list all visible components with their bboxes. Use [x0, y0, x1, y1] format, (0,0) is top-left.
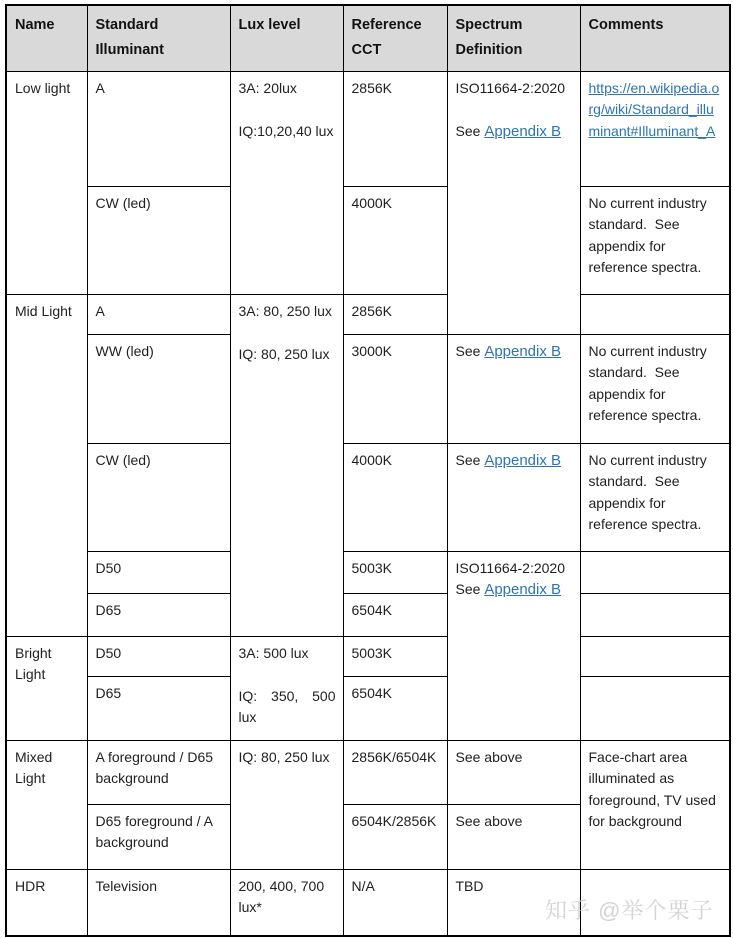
cell-lux-bright-light	[230, 636, 343, 740]
lux-mid-line2: IQ: 80, 250 lux	[238, 345, 330, 362]
column-header-standard-illuminant: Standard Illuminant	[87, 5, 230, 71]
zhihu-watermark: 知乎 @举个栗子	[545, 898, 714, 923]
table-row	[6, 593, 730, 636]
cell-illuminant-bright-d50: D50	[87, 636, 230, 676]
cell-comments-mixed: Face-chart area illuminated as foreground, TV used for background	[580, 740, 730, 869]
blank-line	[239, 664, 336, 686]
cell-name-mixed-light: Mixed Light	[6, 740, 87, 869]
blank-line	[239, 99, 336, 121]
cell-spectrum-iso-d50-d65	[447, 551, 580, 740]
appendix-b-link[interactable]: Appendix B	[484, 581, 562, 598]
appendix-b-link[interactable]: Appendix B	[484, 451, 562, 469]
lux-bright-line1: 3A: 500 lux	[238, 644, 309, 661]
see-label: See	[455, 342, 481, 359]
cell-spectrum-hdr: TBD	[447, 869, 580, 936]
spectrum-see-appendix	[456, 121, 573, 143]
cell-cct-mixed-1: 2856K/6504K	[343, 740, 447, 804]
cell-name-mid-light: Mid Light	[6, 294, 87, 636]
column-header-lux-level: Lux level	[230, 5, 343, 71]
cell-illuminant-mid-d50: D50	[87, 551, 230, 593]
cell-cct-mid-ww: 3000K	[343, 334, 447, 443]
table-row	[6, 636, 730, 676]
cell-lux-mid-light	[230, 294, 343, 636]
column-header-comments: Comments	[580, 5, 730, 71]
table-row	[6, 551, 730, 593]
column-header-reference-cct: Reference CCT	[343, 5, 447, 71]
lux-bright-line2: IQ: 350, 500 lux	[238, 687, 336, 725]
cell-name-hdr: HDR	[6, 869, 87, 936]
blank-line	[239, 322, 336, 344]
wikipedia-illuminant-a-link[interactable]: https://en.wikipedia.org/wiki/Standard_illuminant#Illuminant_A	[588, 79, 720, 139]
cell-cct-hdr: N/A	[343, 869, 447, 936]
cell-comments-mid-cw: No current industry standard. See appendix for reference spectra.	[580, 443, 730, 551]
cell-illuminant-bright-d65: D65	[87, 676, 230, 740]
table-row	[6, 334, 730, 443]
cell-illuminant-mid-d65: D65	[87, 593, 230, 636]
cell-illuminant-low-cw: CW (led)	[87, 186, 230, 294]
cell-name-low-light: Low light	[6, 71, 87, 294]
cell-cct-low-a: 2856K	[343, 71, 447, 186]
appendix-b-link[interactable]: Appendix B	[484, 342, 562, 360]
cell-comments-low-cw: No current industry standard. See appendix for reference spectra.	[580, 186, 730, 294]
spectrum-iso-text: ISO11664-2:2020	[455, 79, 565, 96]
cell-illuminant-mixed-2: D65 foreground / A background	[87, 804, 230, 869]
cell-illuminant-mid-ww: WW (led)	[87, 334, 230, 443]
table-row	[6, 676, 730, 740]
table-row	[6, 71, 730, 186]
column-header-spectrum-definition: Spectrum Definition	[447, 5, 580, 71]
cell-cct-mixed-2: 6504K/2856K	[343, 804, 447, 869]
cell-spectrum-mixed-2: See above	[447, 804, 580, 869]
cell-comments-mid-d50	[580, 551, 730, 593]
lux-low-line2: IQ:10,20,40 lux	[238, 122, 334, 139]
lux-low-line1: 3A: 20lux	[238, 79, 297, 96]
cell-lux-low-light	[230, 71, 343, 294]
see-label: See	[455, 122, 481, 139]
cell-cct-low-cw: 4000K	[343, 186, 447, 294]
cell-cct-mid-cw: 4000K	[343, 443, 447, 551]
cell-cct-mid-a: 2856K	[343, 294, 447, 334]
header-row	[6, 5, 730, 71]
table-row	[6, 294, 730, 334]
cell-lux-mixed-light: IQ: 80, 250 lux	[230, 740, 343, 869]
cell-name-bright-light: Bright Light	[6, 636, 87, 740]
cell-cct-mid-d50: 5003K	[343, 551, 447, 593]
appendix-b-link[interactable]: Appendix B	[484, 122, 562, 140]
spectrum-iso-text: ISO11664-2:2020	[455, 559, 565, 576]
cell-comments-bright-d65	[580, 676, 730, 740]
cell-illuminant-hdr: Television	[87, 869, 230, 936]
cell-comments-low-a	[580, 71, 730, 186]
cell-lux-hdr: 200, 400, 700 lux*	[230, 869, 343, 936]
cell-spectrum-mixed-1: See above	[447, 740, 580, 804]
table-row	[6, 186, 730, 294]
table-row	[6, 740, 730, 804]
cell-spectrum-iso-low	[447, 71, 580, 334]
lux-mid-line1: 3A: 80, 250 lux	[238, 302, 332, 319]
cell-comments-bright-d50	[580, 636, 730, 676]
cell-spectrum-mid-cw	[447, 443, 580, 551]
blank-line	[456, 99, 573, 121]
lighting-conditions-table	[5, 4, 731, 937]
cell-comments-mid-ww: No current industry standard. See appendix for reference spectra.	[580, 334, 730, 443]
cell-illuminant-mid-a: A	[87, 294, 230, 334]
cell-cct-mid-d65: 6504K	[343, 593, 447, 636]
cell-comments-mid-d65	[580, 593, 730, 636]
cell-cct-bright-d65: 6504K	[343, 676, 447, 740]
see-label: See	[455, 451, 481, 468]
column-header-name: Name	[6, 5, 87, 71]
cell-spectrum-mid-ww	[447, 334, 580, 443]
cell-comments-mid-a	[580, 294, 730, 334]
spectrum-see-appendix	[456, 579, 573, 601]
table-row	[6, 443, 730, 551]
cell-illuminant-mid-cw: CW (led)	[87, 443, 230, 551]
cell-cct-bright-d50: 5003K	[343, 636, 447, 676]
cell-illuminant-mixed-1: A foreground / D65 background	[87, 740, 230, 804]
see-label: See	[455, 581, 481, 597]
cell-illuminant-low-a: A	[87, 71, 230, 186]
